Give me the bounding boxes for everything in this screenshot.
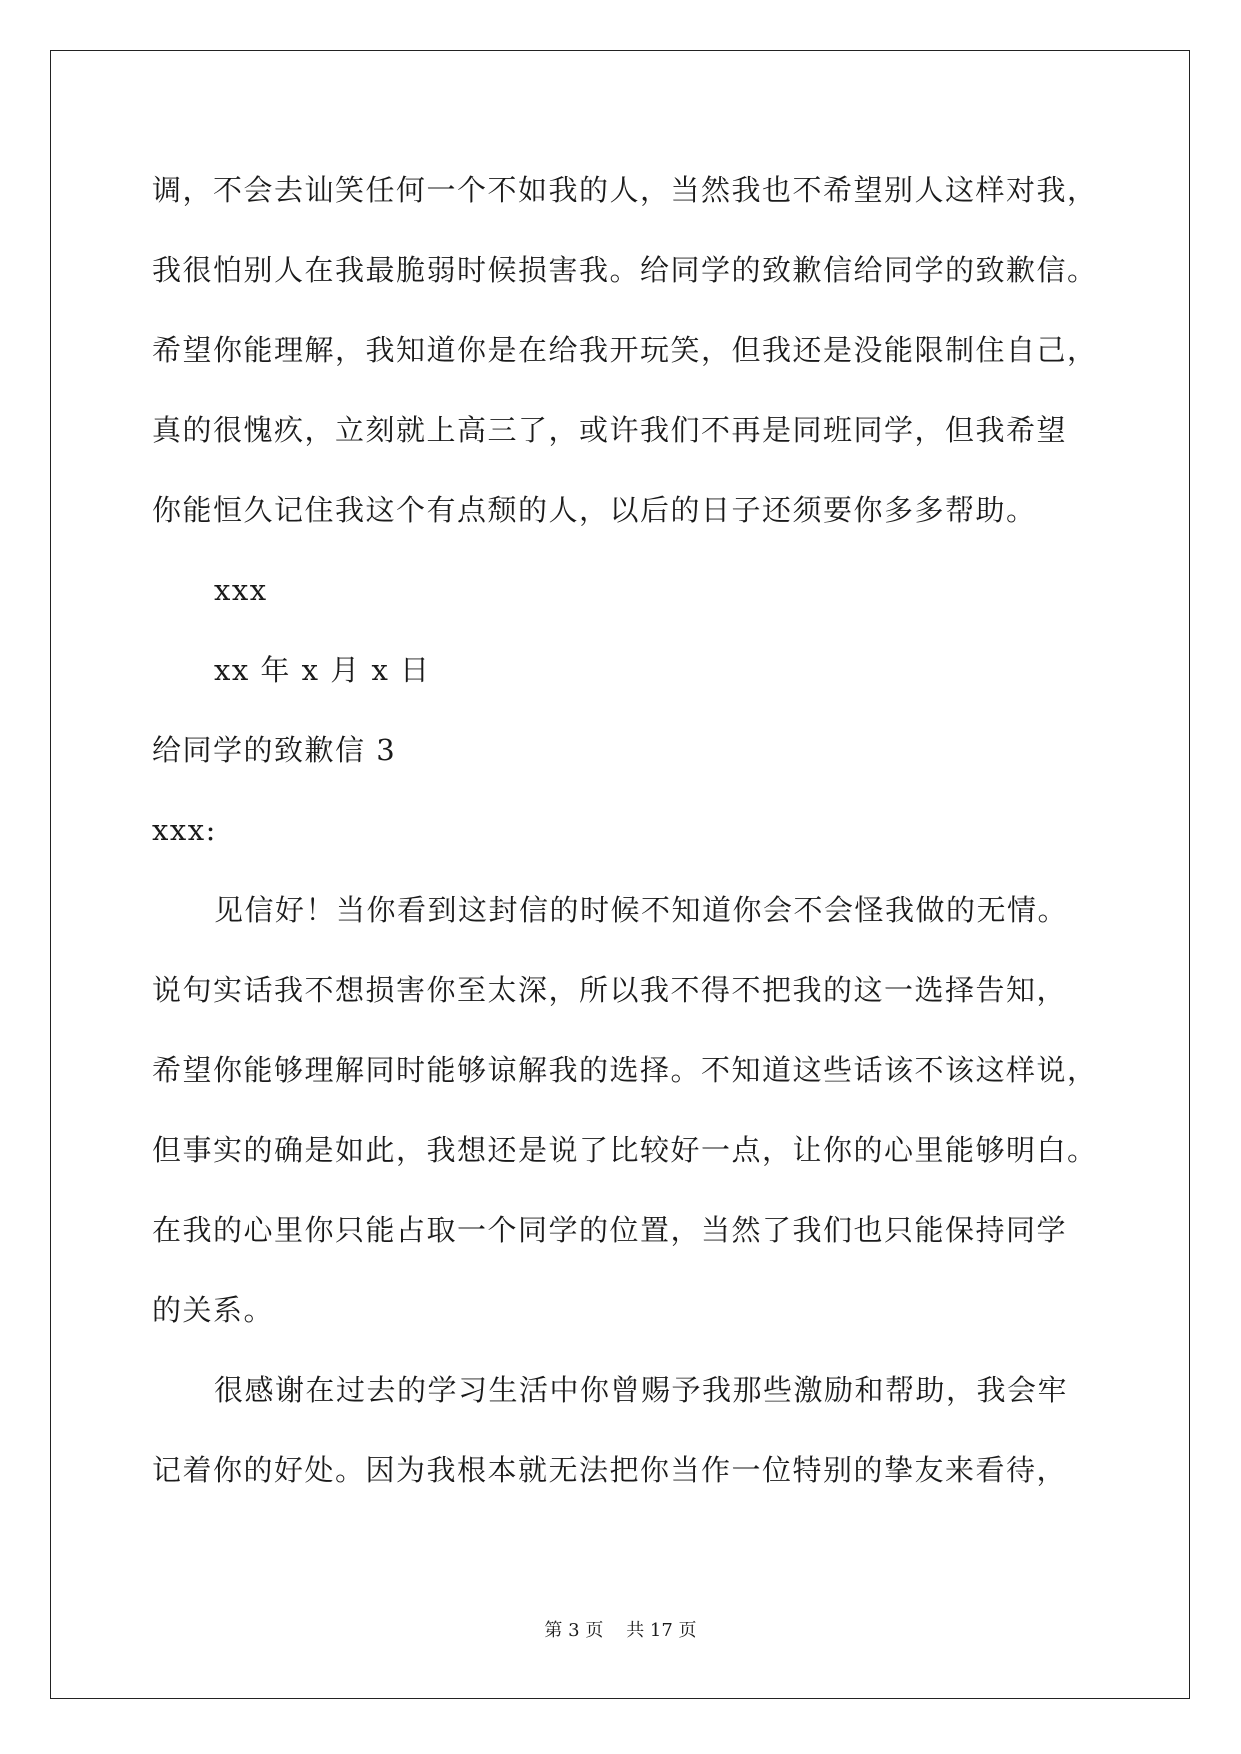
text-line: 记着你的好处。因为我根本就无法把你当作一位特别的挚友来看待， (152, 1453, 1068, 1487)
signature-date: xx 年 x 月 x 日 (214, 653, 431, 687)
text-line: 见信好！当你看到这封信的时候不知道你会不会怪我做的无情。 (214, 893, 1069, 927)
letter-title: 给同学的致歉信 3 (152, 733, 397, 767)
text-line: 真的很愧疚，立刻就上高三了，或许我们不再是同班同学，但我希望 (152, 413, 1068, 447)
signature-name: xxx (214, 573, 268, 607)
text-line: 希望你能够理解同时能够谅解我的选择。不知道这些话该不该这样说， (152, 1053, 1098, 1087)
text-line: 希望你能理解，我知道你是在给我开玩笑，但我还是没能限制住自己， (152, 333, 1098, 367)
letter-salutation: xxx: (152, 813, 217, 847)
text-line: 你能恒久记住我这个有点颓的人，以后的日子还须要你多多帮助。 (152, 493, 1037, 527)
text-line: 很感谢在过去的学习生活中你曾赐予我那些激励和帮助，我会牢 (214, 1373, 1069, 1407)
text-line: 但事实的确是如此，我想还是说了比较好一点，让你的心里能够明白。 (152, 1133, 1098, 1167)
text-line: 的关系。 (152, 1293, 275, 1327)
text-line: 我很怕别人在我最脆弱时候损害我。给同学的致歉信给同学的致歉信。 (152, 253, 1098, 287)
text-line: 在我的心里你只能占取一个同学的位置，当然了我们也只能保持同学 (152, 1213, 1068, 1247)
text-line: 说句实话我不想损害你至太深，所以我不得不把我的这一选择告知， (152, 973, 1068, 1007)
page-number-footer: 第 3 页 共 17 页 (544, 1620, 697, 1641)
text-line: 调，不会去讪笑任何一个不如我的人，当然我也不希望别人这样对我， (152, 173, 1098, 207)
